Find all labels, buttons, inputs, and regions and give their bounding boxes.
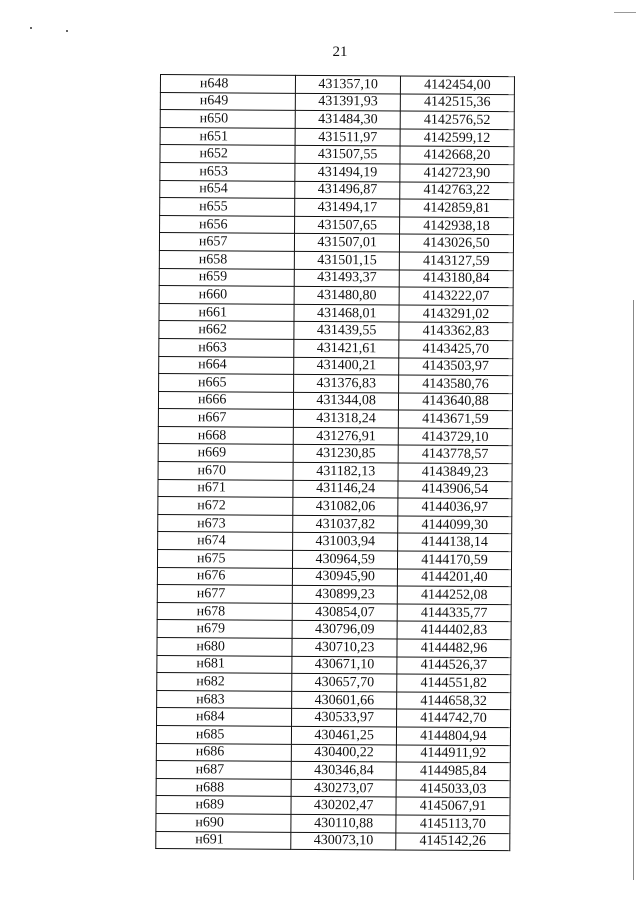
x-coordinate-cell: 431484,30	[296, 111, 401, 129]
x-coordinate-cell: 431400,21	[294, 357, 399, 375]
point-name-cell: н676	[157, 567, 293, 585]
x-coordinate-cell: 430657,70	[292, 674, 397, 692]
table-row	[159, 303, 513, 323]
x-coordinate-cell: 431496,87	[295, 181, 400, 199]
point-name-cell: н665	[159, 374, 295, 392]
y-coordinate-cell: 4143778,57	[398, 445, 512, 463]
table-row	[159, 268, 513, 288]
point-name-cell: н650	[160, 110, 296, 128]
y-coordinate-cell: 4144402,83	[397, 621, 511, 639]
x-coordinate-cell: 431391,93	[296, 93, 401, 111]
x-coordinate-cell: 430273,07	[291, 779, 396, 797]
x-coordinate-cell: 431230,85	[294, 445, 399, 463]
x-coordinate-cell: 431318,24	[294, 410, 399, 428]
y-coordinate-cell: 4144482,96	[397, 639, 511, 657]
table-row	[159, 286, 513, 306]
y-coordinate-cell: 4143729,10	[398, 428, 512, 446]
x-coordinate-cell: 431480,80	[295, 286, 400, 304]
x-coordinate-cell: 431357,10	[296, 75, 401, 93]
x-coordinate-cell: 430964,59	[293, 550, 398, 568]
point-name-cell: н674	[158, 532, 294, 550]
point-name-cell: н652	[160, 145, 296, 163]
table-row	[160, 110, 514, 130]
x-coordinate-cell: 430346,84	[292, 761, 397, 779]
y-coordinate-cell: 4142859,81	[400, 199, 514, 217]
table-row	[158, 497, 512, 517]
point-name-cell: н680	[157, 637, 293, 655]
y-coordinate-cell: 4142723,90	[400, 164, 514, 182]
y-coordinate-cell: 4143671,59	[398, 410, 512, 428]
table-row	[160, 198, 514, 218]
point-name-cell: н666	[158, 391, 294, 409]
x-coordinate-cell: 431439,55	[294, 322, 399, 340]
point-name-cell: н677	[157, 585, 293, 603]
y-coordinate-cell: 4144036,97	[398, 498, 512, 516]
point-name-cell: н682	[157, 673, 293, 691]
x-coordinate-cell: 431493,37	[295, 269, 400, 287]
y-coordinate-cell: 4143362,83	[399, 322, 513, 340]
x-coordinate-cell: 430461,25	[292, 726, 397, 744]
point-name-cell: н673	[158, 514, 294, 532]
point-name-cell: н658	[159, 250, 295, 268]
coordinates-table	[155, 74, 515, 851]
y-coordinate-cell: 4143906,54	[398, 481, 512, 499]
x-coordinate-cell: 431468,01	[294, 304, 399, 322]
x-coordinate-cell: 430710,23	[292, 638, 397, 656]
point-name-cell: н660	[159, 286, 295, 304]
point-name-cell: н649	[160, 92, 296, 110]
x-coordinate-cell: 430899,23	[293, 586, 398, 604]
x-coordinate-cell: 431082,06	[293, 498, 398, 516]
table-row	[158, 409, 512, 429]
table-row	[160, 92, 514, 112]
x-coordinate-cell: 430601,66	[292, 691, 397, 709]
table-row	[160, 180, 514, 200]
point-name-cell: н668	[158, 426, 294, 444]
x-coordinate-cell: 430110,88	[291, 814, 396, 832]
y-coordinate-cell: 4143503,97	[399, 357, 513, 375]
table-row	[156, 778, 510, 798]
point-name-cell: н690	[156, 813, 292, 831]
y-coordinate-cell: 4144252,08	[397, 586, 511, 604]
y-coordinate-cell: 4142938,18	[399, 217, 513, 235]
table-row	[156, 725, 510, 745]
y-coordinate-cell: 4145113,70	[396, 815, 510, 833]
x-coordinate-cell: 431507,65	[295, 216, 400, 234]
y-coordinate-cell: 4144335,77	[397, 604, 511, 622]
point-name-cell: н667	[158, 409, 294, 427]
y-coordinate-cell: 4143291,02	[399, 305, 513, 323]
point-name-cell: н657	[159, 233, 295, 251]
table-row	[159, 250, 513, 270]
x-coordinate-cell: 430796,09	[292, 621, 397, 639]
point-name-cell: н648	[160, 75, 296, 93]
scan-speck	[30, 27, 32, 29]
x-coordinate-cell: 431421,61	[294, 339, 399, 357]
y-coordinate-cell: 4144201,40	[397, 569, 511, 587]
point-name-cell: н663	[159, 338, 295, 356]
x-coordinate-cell: 431507,01	[295, 234, 400, 252]
y-coordinate-cell: 4143849,23	[398, 463, 512, 481]
x-coordinate-cell: 430533,97	[292, 709, 397, 727]
point-name-cell: н687	[156, 761, 292, 779]
coordinates-table-body	[156, 75, 515, 851]
point-name-cell: н671	[158, 479, 294, 497]
x-coordinate-cell: 430945,90	[293, 568, 398, 586]
table-row	[158, 426, 512, 446]
table-row	[157, 567, 511, 587]
y-coordinate-cell: 4145033,03	[396, 780, 510, 798]
table-row	[157, 637, 511, 657]
table-row	[158, 514, 512, 534]
table-row	[160, 162, 514, 182]
table-row	[157, 602, 511, 622]
x-coordinate-cell: 431494,17	[295, 198, 400, 216]
table-row	[157, 550, 511, 570]
point-name-cell: н664	[159, 356, 295, 374]
table-row	[159, 321, 513, 341]
table-row	[158, 391, 512, 411]
table-row	[159, 356, 513, 376]
y-coordinate-cell: 4142454,00	[400, 76, 514, 94]
y-coordinate-cell: 4144742,70	[396, 709, 510, 727]
table-row	[156, 813, 510, 833]
table-row	[160, 75, 514, 95]
table-row	[157, 708, 511, 728]
y-coordinate-cell: 4143180,84	[399, 269, 513, 287]
y-coordinate-cell: 4143640,88	[398, 393, 512, 411]
point-name-cell: н688	[156, 778, 292, 796]
point-name-cell: н689	[156, 796, 292, 814]
x-coordinate-cell: 430400,22	[292, 744, 397, 762]
table-row	[157, 585, 511, 605]
x-coordinate-cell: 430671,10	[292, 656, 397, 674]
point-name-cell: н670	[158, 462, 294, 480]
table-row	[158, 444, 512, 464]
x-coordinate-cell: 431276,91	[294, 427, 399, 445]
table-row	[159, 374, 513, 394]
table-row	[156, 761, 510, 781]
scan-edge-line	[633, 300, 634, 880]
table-row	[156, 743, 510, 763]
y-coordinate-cell: 4144911,92	[396, 745, 510, 763]
table-row	[157, 620, 511, 640]
point-name-cell: н672	[158, 497, 294, 515]
y-coordinate-cell: 4142668,20	[400, 146, 514, 164]
table-row	[157, 673, 511, 693]
scan-edge-line	[614, 12, 636, 13]
point-name-cell: н655	[160, 198, 296, 216]
page-number: 21	[332, 44, 348, 60]
table-row	[158, 462, 512, 482]
x-coordinate-cell: 431003,94	[293, 533, 398, 551]
table-row	[159, 338, 513, 358]
table-row	[158, 479, 512, 499]
y-coordinate-cell: 4144526,37	[397, 657, 511, 675]
y-coordinate-cell: 4144170,59	[397, 551, 511, 569]
x-coordinate-cell: 430854,07	[293, 603, 398, 621]
point-name-cell: н669	[158, 444, 294, 462]
y-coordinate-cell: 4144658,32	[397, 692, 511, 710]
table-row	[159, 233, 513, 253]
scan-speck	[66, 30, 68, 32]
y-coordinate-cell: 4144099,30	[398, 516, 512, 534]
point-name-cell: н683	[157, 690, 293, 708]
x-coordinate-cell: 431344,08	[294, 392, 399, 410]
table-row	[160, 127, 514, 147]
x-coordinate-cell: 431507,55	[295, 146, 400, 164]
x-coordinate-cell: 431376,83	[294, 374, 399, 392]
point-name-cell: н691	[156, 831, 292, 849]
x-coordinate-cell: 430073,10	[291, 832, 396, 850]
y-coordinate-cell: 4142515,36	[400, 94, 514, 112]
table-row	[156, 831, 510, 851]
table-row	[158, 532, 512, 552]
x-coordinate-cell: 431494,19	[295, 163, 400, 181]
y-coordinate-cell: 4143580,76	[399, 375, 513, 393]
point-name-cell: н656	[160, 215, 296, 233]
y-coordinate-cell: 4145067,91	[396, 797, 510, 815]
table-row	[160, 145, 514, 165]
table-row	[156, 796, 510, 816]
point-name-cell: н662	[159, 321, 295, 339]
x-coordinate-cell: 431511,97	[295, 128, 400, 146]
x-coordinate-cell: 431182,13	[293, 462, 398, 480]
x-coordinate-cell: 431501,15	[295, 251, 400, 269]
table-row	[157, 690, 511, 710]
point-name-cell: н684	[157, 708, 293, 726]
x-coordinate-cell: 430202,47	[291, 797, 396, 815]
table-row	[160, 215, 514, 235]
y-coordinate-cell: 4142576,52	[400, 111, 514, 129]
y-coordinate-cell: 4142763,22	[400, 182, 514, 200]
table-row	[157, 655, 511, 675]
y-coordinate-cell: 4145142,26	[396, 832, 510, 850]
point-name-cell: н685	[156, 725, 292, 743]
point-name-cell: н651	[160, 127, 296, 145]
y-coordinate-cell: 4143127,59	[399, 252, 513, 270]
y-coordinate-cell: 4143425,70	[399, 340, 513, 358]
y-coordinate-cell: 4144804,94	[396, 727, 510, 745]
y-coordinate-cell: 4142599,12	[400, 129, 514, 147]
point-name-cell: н661	[159, 303, 295, 321]
y-coordinate-cell: 4143026,50	[399, 234, 513, 252]
x-coordinate-cell: 431037,82	[293, 515, 398, 533]
point-name-cell: н679	[157, 620, 293, 638]
point-name-cell: н686	[156, 743, 292, 761]
point-name-cell: н681	[157, 655, 293, 673]
y-coordinate-cell: 4144138,14	[398, 533, 512, 551]
x-coordinate-cell: 431146,24	[293, 480, 398, 498]
point-name-cell: н654	[160, 180, 296, 198]
point-name-cell: н659	[159, 268, 295, 286]
point-name-cell: н678	[157, 602, 293, 620]
y-coordinate-cell: 4144985,84	[396, 762, 510, 780]
y-coordinate-cell: 4144551,82	[397, 674, 511, 692]
y-coordinate-cell: 4143222,07	[399, 287, 513, 305]
point-name-cell: н675	[157, 550, 293, 568]
point-name-cell: н653	[160, 162, 296, 180]
